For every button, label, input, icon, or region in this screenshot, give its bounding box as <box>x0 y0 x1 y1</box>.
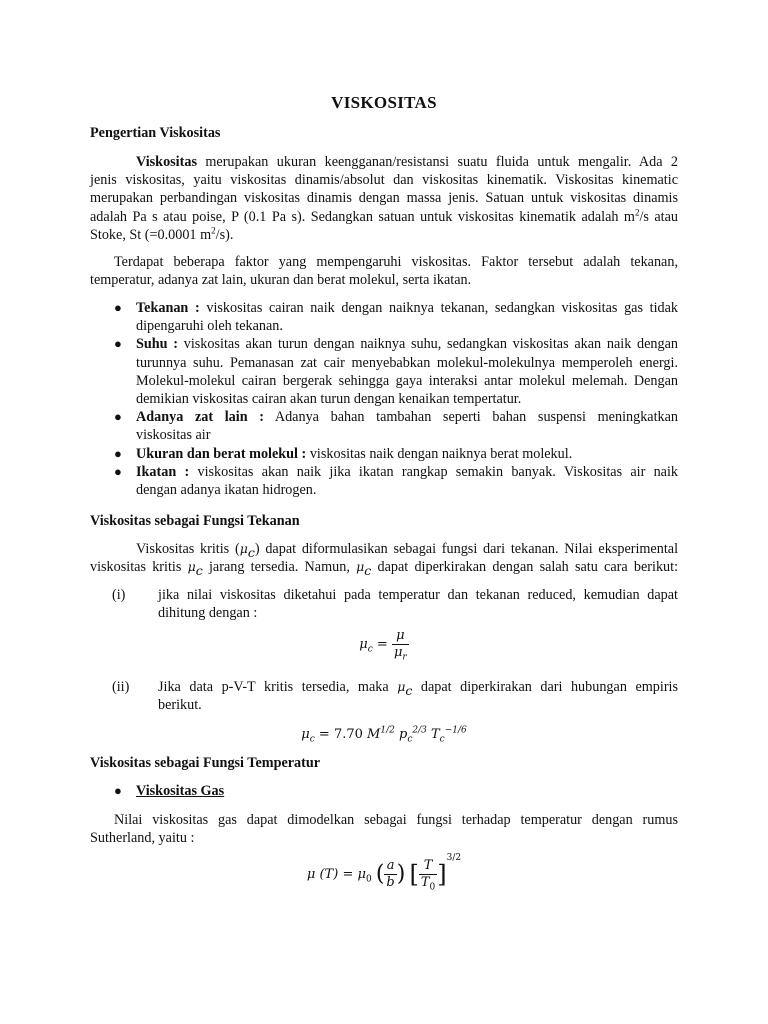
paragraph-factors <box>90 253 678 289</box>
item-text-i: jika nilai viskositas diketahui pada temperatur dan tekanan reduced, kemudian dapat dihitung dengan : <box>158 587 678 622</box>
term-viskositas: Viskositas <box>136 154 197 170</box>
fraction-t-t0: $\frac{T}{T_0}$ <box>420 858 436 893</box>
bullet-icon: ● <box>114 783 122 798</box>
bullet-icon: ● <box>114 463 122 479</box>
bullet-icon: ● <box>114 336 122 352</box>
equation-reduced-viscosity: $\mu_c$ = $\frac{\mu}{\mu_r}$ <box>359 628 407 663</box>
fraction: $\frac{\mu}{\mu_r}$ <box>393 628 407 663</box>
definition-line-5: Stoke, St (=0.0001 $m^2/s$). <box>90 225 234 243</box>
page-title: VISKOSITAS <box>331 93 437 112</box>
definition-line-2: jenis viskositas, yaitu viskositas dinamis/absolut dan viskositas kinematik. Viskositas kinematic <box>90 172 678 189</box>
list-item: ● Ukuran dan berat molekul : viskositas naik dengan naiknya berat molekul. <box>114 445 573 462</box>
right-paren: ) <box>396 861 406 887</box>
paragraph-definition <box>90 153 678 244</box>
equation-empirical: $\mu_c = 7.70$ $M^{1/2}$ $p_c^{2/3}$ $T_c^{-1/6}$ <box>301 725 467 745</box>
right-bracket: ] <box>437 860 447 889</box>
heading-fungsi-temperatur: Viskositas sebagai Fungsi Temperatur <box>90 755 321 771</box>
list-item: ● Tekanan : viskositas cairan naik dengan naiknya tekanan, sedangkan viskositas gas tidak dipengaruhi oleh tekanan. <box>114 300 679 335</box>
factor-list <box>112 299 678 499</box>
list-item: ● Adanya zat lain : Adanya bahan tambahan seperti bahan suspensi meningkatkan viskositas air <box>114 409 679 444</box>
critical-line-2: viskositas kritis $\mu_c$ jarang tersedia. Namun, $\mu_c$ dapat diperkirakan dengan salah satu cara berikut: <box>90 559 679 579</box>
item-label-i: (i) <box>112 587 126 603</box>
left-paren: ( <box>375 861 385 887</box>
item-label-ii: (ii) <box>112 679 130 695</box>
list-item: ● Suhu : viskositas akan turun dengan naiknya suhu, sedangkan viskositas akan naik dengan turunnya suhu. Pemanasan zat cair menyebabkan molekul-molekulnya memperoleh energi. Molekul-molekul cairan bergerak sehingga gaya interaksi antar molekul melemah. Dengan demikian viskositas cairan akan turun dengan kenaikan tempertatur. <box>114 336 678 408</box>
list-item: ● Ikatan : viskositas akan naik jika ikatan rangkap semakin banyak. Viskositas air naik dengan adanya ikatan hidrogen. <box>114 463 678 499</box>
bullet-icon: ● <box>114 445 122 461</box>
heading-fungsi-tekanan: Viskositas sebagai Fungsi Tekanan <box>90 513 300 529</box>
factors-line-1: Terdapat beberapa faktor yang mempengaruhi viskositas. Faktor tersebut adalah tekanan, <box>114 254 678 270</box>
left-bracket: [ <box>409 860 419 889</box>
factors-line-2: temperatur, adanya zat lain, ukuran dan berat molekul, serta ikatan. <box>90 272 472 289</box>
gas-list <box>112 782 678 800</box>
equation-sutherland: μ $(T) = \mu_0$ ( $\frac{a}{b}$ ) [ $\frac{T}{T_0}$ ]$^{3/2}$ <box>306 853 462 893</box>
critical-line-1: Viskositas kritis $(\mu_c)$ dapat diformulasikan sebagai fungsi dari tekanan. Nilai eksperimental <box>136 541 679 560</box>
definition-line-4: adalah Pa s atau poise, P (0.1 Pa s). Sedangkan satuan untuk viskositas kinematik adalah $m^2/s$ atau <box>90 206 678 225</box>
list-item <box>112 782 678 800</box>
bullet-icon: ● <box>114 300 122 315</box>
fraction-a-b: $\frac{a}{b}$ <box>386 858 395 890</box>
definition-line-3: merupakan perbandingan viskositas dinamis dengan massa jenis. Satuan untuk viskositas dinamis <box>90 190 678 207</box>
heading-pengertian: Pengertian Viskositas <box>90 125 221 141</box>
paragraph-sutherland: Nilai viskositas gas dapat dimodelkan sebagai fungsi terhadap temperatur dengan rumus Sutherland, yaitu : <box>90 812 678 847</box>
item-text-ii: Jika data p-V-T kritis tersedia, maka $\mu_c$ dapat diperkirakan dari hubungan empiris berikut. <box>158 679 679 714</box>
bullet-icon: ● <box>114 409 122 425</box>
paragraph-critical-viscosity <box>90 540 679 579</box>
subheading-viskositas-gas: Viskositas Gas <box>136 783 225 799</box>
definition-line-1: Viskositas merupakan ukuran keengganan/resistansi suatu fluida untuk mengalir. Ada 2 <box>136 154 678 170</box>
